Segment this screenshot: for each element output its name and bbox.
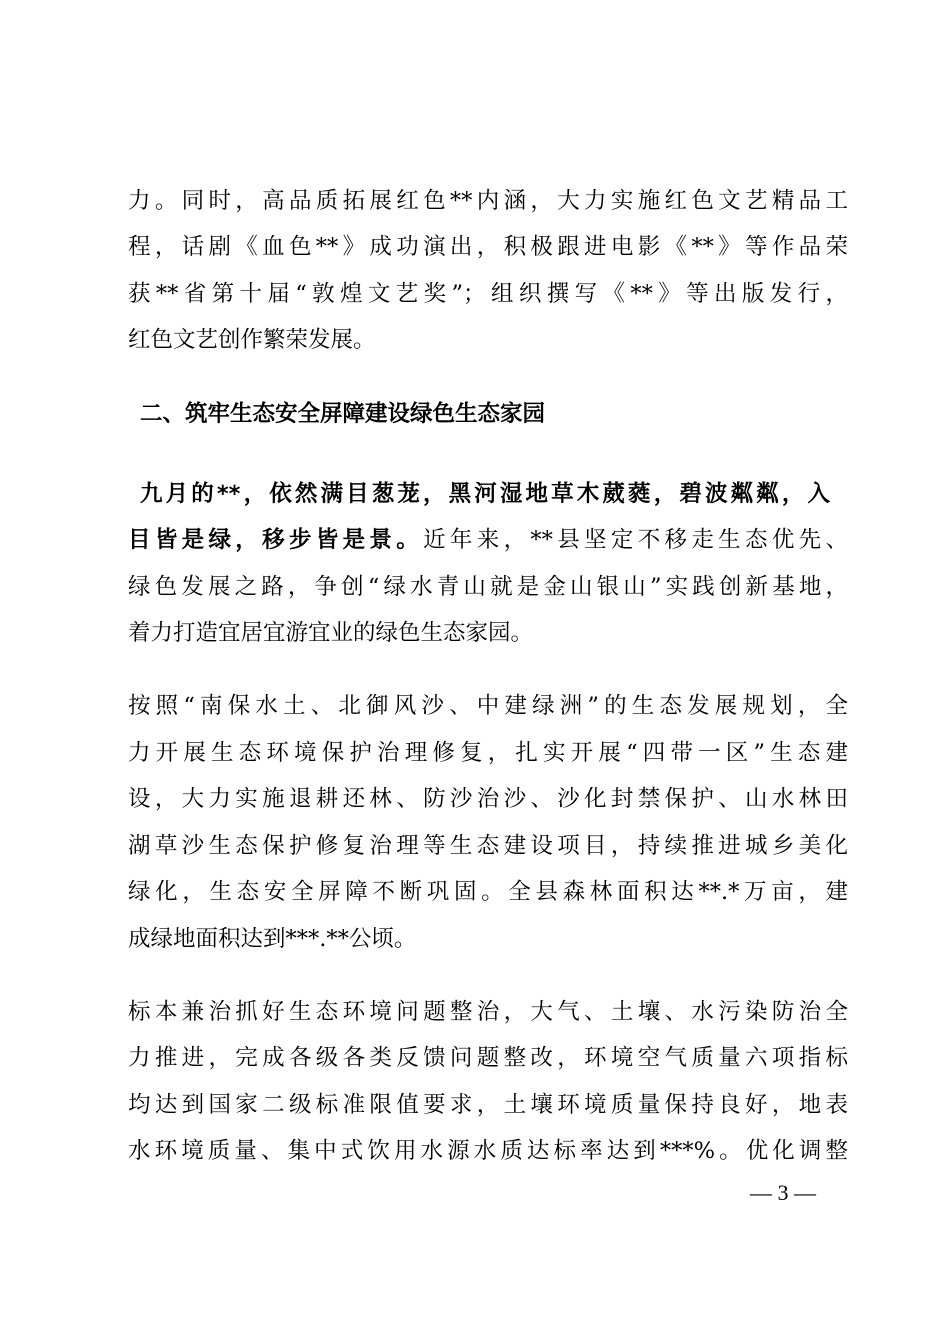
- paragraph-3-line-3: 设，大力实施退耕还林、防沙治沙、沙化封禁保护、山水林田: [128, 786, 848, 812]
- paragraph-4-line-2: 力推进，完成各级各类反馈问题整改，环境空气质量六项指标: [128, 1045, 848, 1071]
- paragraph-1-line-2: 程，话剧《血色**》成功演出，积极跟进电影《**》等作品荣: [128, 234, 848, 260]
- section-heading: 二、筑牢生态安全屏障建设绿色生态家园: [140, 401, 546, 427]
- paragraph-2-line-3: 绿色发展之路，争创“绿水青山就是金山银山”实践创新基地，: [128, 574, 848, 600]
- paragraph-2-line-1: 九月的**，依然满目葱茏，黑河湿地草木葳蕤，碧波粼粼，入: [140, 481, 830, 507]
- paragraph-4-line-1: 标本兼治抓好生态环境问题整治，大气、土壤、水污染防治全: [128, 999, 848, 1025]
- paragraph-4-line-4: 水环境质量、集中式饮用水源水质达标率达到***%。优化调整: [128, 1138, 848, 1164]
- paragraph-3-line-6: 成绿地面积达到***.**公顷。: [128, 926, 417, 952]
- paragraph-1-line-1: 力。同时，高品质拓展红色**内涵，大力实施红色文艺精品工: [128, 188, 848, 214]
- paragraph-4-line-3: 均达到国家二级标准限值要求，土壤环境质量保持良好，地表: [128, 1092, 848, 1118]
- paragraph-3-line-5: 绿化，生态安全屏障不断巩固。全县森林面积达**.*万亩，建: [128, 879, 848, 905]
- paragraph-3-line-4: 湖草沙生态保护修复治理等生态建设项目，持续推进城乡美化: [128, 833, 848, 859]
- paragraph-2-line-2-rest: 近年来，**县坚定不移走生态优先、: [423, 527, 848, 553]
- paragraph-2-line-2: [128, 525, 848, 555]
- paragraph-3-line-1: 按照“南保水土、北御风沙、中建绿洲”的生态发展规划，全: [128, 693, 848, 719]
- paragraph-1-line-4: 红色文艺创作繁荣发展。: [128, 327, 376, 353]
- page-number: — 3 —: [750, 1180, 816, 1205]
- paragraph-1-line-3: 获**省第十届“敦煌文艺奖”；组织撰写《**》等出版发行，: [128, 281, 848, 307]
- paragraph-3-line-2: 力开展生态环境保护治理修复，扎实开展“四带一区”生态建: [128, 740, 848, 766]
- paragraph-2-line-4: 着力打造宜居宜游宜业的绿色生态家园。: [128, 620, 534, 646]
- paragraph-2-bold-lead: 目皆是绿，移步皆是景。: [128, 527, 424, 553]
